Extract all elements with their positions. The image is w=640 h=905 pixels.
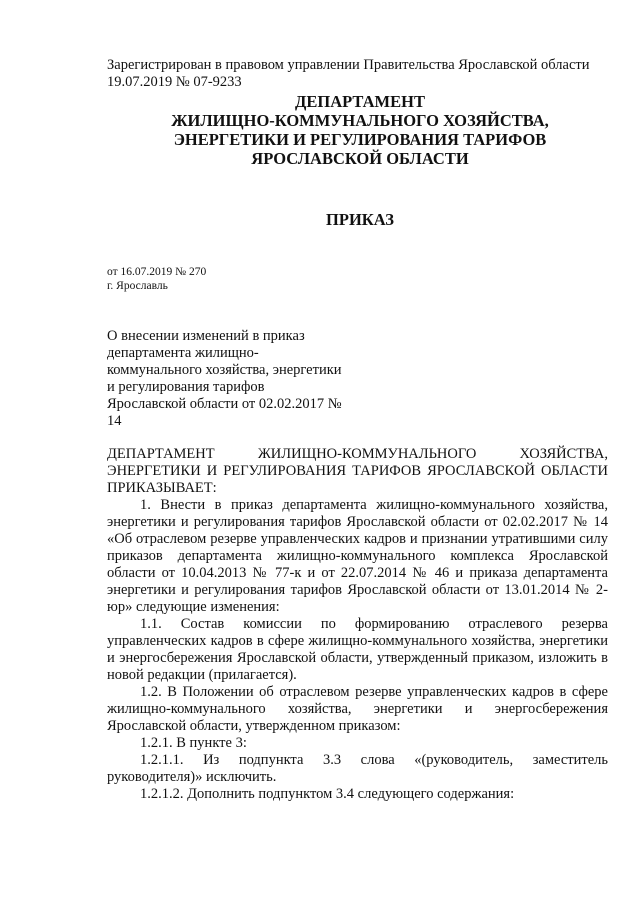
date-block: [107, 265, 206, 293]
paragraph-1-2-1-1: 1.2.1.1. Из подпункта 3.3 слова «(руководитель, заместитель руководителя)» исключить.: [107, 752, 608, 785]
department-line-1: ДЕПАРТАМЕНТ: [295, 92, 425, 111]
paragraph-1-2-1: 1.2.1. В пункте 3:: [140, 735, 247, 751]
order-city: г. Ярославль: [107, 280, 168, 292]
department-line-3: ЭНЕРГЕТИКИ И РЕГУЛИРОВАНИЯ ТАРИФОВ: [173, 130, 547, 149]
paragraph-1-2: 1.2. В Положении об отраслевом резерве управленческих кадров в сфере жилищно-коммунального хозяйства, энергетики и энергосбережения Ярославской области, утвержденном приказом:: [107, 684, 608, 734]
department-line-4: ЯРОСЛАВСКОЙ ОБЛАСТИ: [251, 149, 469, 168]
paragraph-1: 1. Внести в приказ департамента жилищно-коммунального хозяйства, энергетики и регулирования тарифов Ярославской области от 02.02.2017 № 14 «Об отраслевом резерве управленческих кадров и признании утратившими силу приказов департамента жилищно-коммунального комплекса Ярославской области от 10.04.2013 № 77-к и от 22.07.2014 № 46 и приказа департамента энергетики и регулирования тарифов Ярославской области от 13.01.2014 № 2-юр» следующие изменения:: [107, 497, 608, 615]
department-line-2: ЖИЛИЩНО-КОММУНАЛЬНОГО ХОЗЯЙСТВА,: [171, 111, 549, 130]
department-header: [100, 92, 620, 168]
document-type-title: ПРИКАЗ: [326, 210, 394, 229]
order-preamble: ДЕПАРТАМЕНТ ЖИЛИЩНО-КОММУНАЛЬНОГО ХОЗЯЙСТВА, ЭНЕРГЕТИКИ И РЕГУЛИРОВАНИЯ ТАРИФОВ ЯРОСЛАВСКОЙ ОБЛАСТИ ПРИКАЗЫВАЕТ:: [107, 446, 608, 496]
order-body: [107, 446, 608, 803]
registration-line-2: 19.07.2019 № 07-9233: [107, 74, 242, 90]
registration-line-1: Зарегистрирован в правовом управлении Правительства Ярославской области: [107, 57, 590, 73]
registration-note: [107, 57, 617, 91]
paragraph-1-2-1-2: 1.2.1.2. Дополнить подпунктом 3.4 следующего содержания:: [140, 786, 515, 802]
paragraph-1-1: 1.1. Состав комиссии по формированию отраслевого резерва управленческих кадров в сфере жилищно-коммунального хозяйства, энергетики и энергосбережения Ярославской области, утвержденный приказом, изложить в новой редакции (прилагается).: [107, 616, 608, 683]
order-date-number: от 16.07.2019 № 270: [107, 266, 207, 278]
order-subject: О внесении изменений в приказ департамента жилищно-коммунального хозяйства, энергетики и регулирования тарифов Ярославской области от 02.02.2017 № 14: [107, 328, 342, 429]
